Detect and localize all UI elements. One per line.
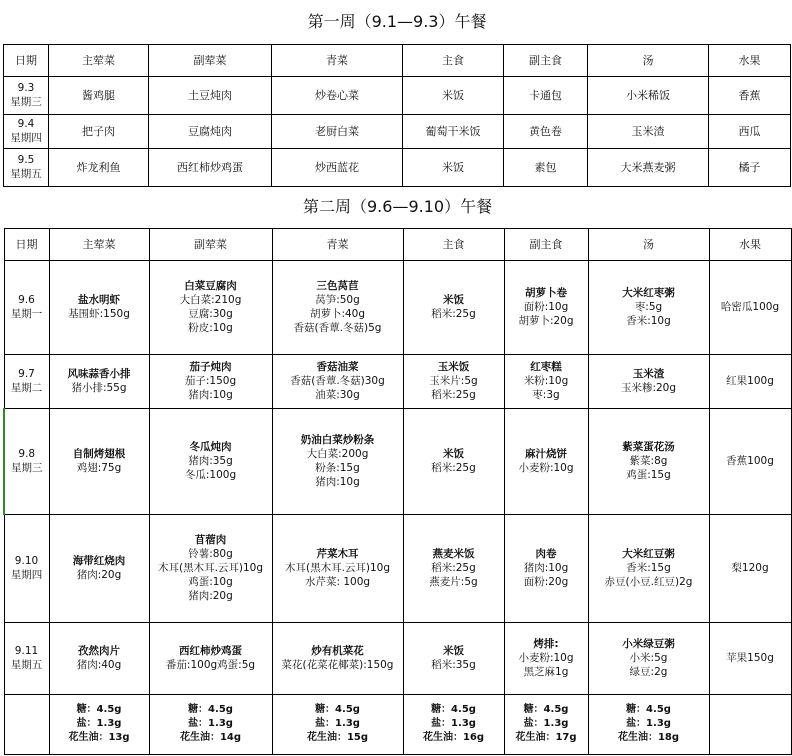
- menu-cell: 土豆炖肉: [149, 76, 272, 114]
- column-header: 副荤菜: [149, 228, 272, 260]
- totals-cell: [588, 694, 709, 754]
- ingredient-line: 香菇(香蕈.冬菇)30g: [290, 375, 385, 387]
- ingredient-line: 黑芝麻1g: [523, 666, 569, 678]
- ingredient-line: 莴笋:50g: [315, 294, 360, 306]
- ingredient-line: 猪肉:10g: [523, 562, 569, 574]
- ingredient-line: 小麦粉:10g: [518, 462, 574, 474]
- menu-cell: 炸龙利鱼: [49, 148, 149, 186]
- ingredient-line: 紫菜:8g: [629, 455, 668, 467]
- ingredient-line: 鸡蛋:15g: [626, 469, 671, 481]
- menu-cell: 西红柿炒鸡蛋: [149, 148, 272, 186]
- weekday: 星期三: [11, 462, 43, 474]
- table-row: [4, 148, 791, 186]
- menu-cell: 西瓜: [709, 114, 791, 148]
- column-header: 副主食: [504, 228, 588, 260]
- menu-cell: 把子肉: [49, 114, 149, 148]
- ingredient-line: 猪肉:20g: [188, 590, 233, 602]
- ingredient-line: 胡萝卜:20g: [518, 315, 574, 327]
- ingredient-line: 香米:15g: [626, 562, 671, 574]
- menu-cell: [49, 408, 149, 514]
- date-value: 9.11: [14, 645, 39, 657]
- totals-empty: [709, 694, 791, 754]
- column-header: 日期: [4, 228, 49, 260]
- totals-line: 盐：1.3g: [523, 718, 569, 729]
- totals-line: 盐：1.3g: [431, 718, 476, 729]
- ingredient-line: 玉米糁:20g: [620, 382, 677, 394]
- ingredient-line: 香蕉100g: [726, 455, 774, 467]
- dish-name: 三色莴苣: [316, 280, 359, 292]
- totals-line: 花生油：16g: [422, 732, 485, 743]
- ingredient-line: 面粉:20g: [523, 576, 569, 588]
- menu-cell: [709, 514, 791, 622]
- menu-cell: [403, 514, 504, 622]
- column-header: 主食: [403, 228, 504, 260]
- date-value: 9.3: [17, 82, 35, 94]
- dish-name: 烤排:: [533, 638, 559, 650]
- ingredient-line: 大白菜:210g: [179, 294, 242, 306]
- totals-line: 糖：4.5g: [188, 704, 233, 715]
- table-row: [4, 114, 791, 148]
- menu-cell: 豆腐炖肉: [149, 114, 272, 148]
- ingredient-line: 猪肉:10g: [315, 476, 360, 488]
- ingredient-line: 粉条:15g: [315, 462, 360, 474]
- ingredient-line: 猪肉:10g: [188, 389, 233, 401]
- totals-line: 盐：1.3g: [626, 718, 671, 729]
- menu-cell: [403, 354, 504, 408]
- ingredient-line: 鸡蛋:10g: [188, 576, 233, 588]
- menu-cell: [709, 260, 791, 354]
- ingredient-line: 米粉:10g: [523, 375, 569, 387]
- dish-name: 麻汁烧饼: [525, 448, 567, 460]
- totals-line: 糖：4.5g: [76, 704, 122, 715]
- week1-table: [3, 0, 791, 187]
- menu-cell: [272, 622, 403, 694]
- totals-cell: [149, 694, 272, 754]
- menu-cell: [272, 260, 403, 354]
- table-row: [4, 260, 791, 354]
- totals-line: 盐：1.3g: [76, 718, 122, 729]
- menu-cell: [272, 354, 403, 408]
- totals-line: 花生油：17g: [515, 732, 577, 743]
- totals-cell: [49, 694, 149, 754]
- dish-name: 大米红枣粥: [622, 287, 675, 299]
- ingredient-line: 菜花(花菜花椰菜):150g: [281, 659, 394, 671]
- menu-cell: [149, 408, 272, 514]
- menu-cell: 小米稀饭: [588, 76, 709, 114]
- weekday: 星期四: [10, 132, 42, 144]
- column-header: 青菜: [272, 44, 403, 76]
- menu-cell: [49, 622, 149, 694]
- menu-cell: 葡萄干米饭: [403, 114, 504, 148]
- menu-cell: 米饭: [403, 148, 504, 186]
- menu-cell: 炒卷心菜: [272, 76, 403, 114]
- date-value: 9.8: [18, 448, 36, 460]
- totals-cell: [272, 694, 403, 754]
- totals-row: [4, 694, 791, 754]
- ingredient-line: 香米:10g: [626, 315, 671, 327]
- ingredient-line: 稻米:25g: [431, 308, 476, 320]
- column-header: 副主食: [504, 44, 588, 76]
- menu-cell: [709, 354, 791, 408]
- menu-cell: [49, 354, 149, 408]
- dish-name: 芹菜木耳: [316, 548, 359, 560]
- date-cell: [4, 354, 49, 408]
- ingredient-line: 豆腐:30g: [188, 308, 233, 320]
- menu-cell: 橘子: [709, 148, 791, 186]
- dish-name: 自制烤翅根: [72, 448, 126, 460]
- dish-name: 紫菜蛋花汤: [622, 441, 675, 453]
- column-header: 副荤菜: [149, 44, 272, 76]
- ingredient-line: 木耳(黑木耳.云耳)10g: [284, 562, 391, 574]
- weekday: 星期一: [10, 308, 43, 320]
- column-header: 汤: [588, 44, 709, 76]
- dish-name: 香菇油菜: [316, 361, 359, 373]
- ingredient-line: 绿豆:2g: [629, 666, 668, 678]
- menu-cell: [709, 622, 791, 694]
- ingredient-line: 稻米:25g: [431, 389, 476, 401]
- dish-name: 肉卷: [535, 548, 557, 560]
- date-cell: [4, 148, 49, 186]
- date-value: 9.7: [18, 368, 35, 380]
- dish-name: 茄子炖肉: [189, 361, 232, 373]
- totals-empty: [4, 694, 49, 754]
- header-row: [4, 228, 791, 260]
- ingredient-line: 猪肉:35g: [188, 455, 233, 467]
- ingredient-line: 稻米:25g: [431, 562, 476, 574]
- weekday: 星期五: [10, 168, 42, 180]
- table-row: [4, 354, 791, 408]
- ingredient-line: 冬瓜:100g: [184, 469, 237, 481]
- totals-line: 糖：4.5g: [626, 704, 671, 715]
- week-title: 第二周（9.6—9.10）午餐: [4, 186, 791, 228]
- menu-cell: [149, 622, 272, 694]
- menu-cell: 黄色卷: [504, 114, 588, 148]
- ingredient-line: 小麦粉:10g: [518, 652, 574, 664]
- week-title: 第一周（9.1—9.3）午餐: [4, 0, 791, 44]
- totals-line: 盐：1.3g: [315, 718, 360, 729]
- column-header: 日期: [4, 44, 49, 76]
- dish-name: 西红柿炒鸡蛋: [179, 645, 242, 657]
- dish-name: 奶油白菜炒粉条: [300, 434, 375, 446]
- menu-cell: [403, 622, 504, 694]
- menu-cell: 卡通包: [504, 76, 588, 114]
- table-row: [4, 622, 791, 694]
- menu-cell: [588, 408, 709, 514]
- header-row: [4, 44, 791, 76]
- column-header: 水果: [709, 44, 791, 76]
- menu-cell: [403, 260, 504, 354]
- menu-cell: 大米燕麦粥: [588, 148, 709, 186]
- title-row: [4, 186, 791, 228]
- dish-name: 米饭: [443, 448, 464, 460]
- date-cell: [4, 260, 49, 354]
- ingredient-line: 燕麦片:5g: [429, 576, 478, 588]
- dish-name: 米饭: [443, 294, 464, 306]
- date-cell: [4, 76, 49, 114]
- menu-cell: [49, 260, 149, 354]
- ingredient-line: 小米:5g: [629, 652, 668, 664]
- week2-table: [3, 186, 792, 755]
- menu-cell: [149, 354, 272, 408]
- menu-cell: [504, 622, 588, 694]
- ingredient-line: 基围虾:150g: [68, 308, 130, 320]
- totals-line: 花生油：15g: [306, 732, 369, 743]
- totals-line: 盐：1.3g: [188, 718, 233, 729]
- date-value: 9.10: [14, 555, 39, 567]
- table-row: [4, 514, 791, 622]
- totals-cell: [403, 694, 504, 754]
- ingredient-line: 胡萝卜:40g: [309, 308, 366, 320]
- totals-line: 糖：4.5g: [431, 704, 476, 715]
- ingredient-line: 哈密瓜100g: [720, 301, 780, 313]
- ingredient-line: 香菇(香蕈.冬菇)5g: [293, 322, 382, 334]
- title-row: [4, 0, 791, 44]
- dish-name: 玉米饭: [437, 361, 470, 373]
- ingredient-line: 苹果150g: [726, 652, 774, 664]
- menu-cell: [49, 514, 149, 622]
- totals-line: 花生油：13g: [68, 732, 130, 743]
- dish-name: 玉米渣: [632, 368, 665, 380]
- ingredient-line: 稻米:35g: [431, 659, 476, 671]
- ingredient-line: 猪肉:20g: [76, 569, 122, 581]
- menu-cell: [504, 408, 588, 514]
- dish-name: 冬瓜炖肉: [189, 441, 232, 453]
- column-header: 主荤菜: [49, 228, 149, 260]
- weekday: 星期二: [10, 382, 43, 394]
- column-header: 青菜: [272, 228, 403, 260]
- date-cell: [4, 514, 49, 622]
- dish-name: 红枣糕: [530, 361, 562, 373]
- table-row: [4, 76, 791, 114]
- column-header: 汤: [588, 228, 709, 260]
- date-cell: [4, 408, 49, 514]
- menu-cell: [504, 260, 588, 354]
- dish-name: 胡萝卜卷: [525, 287, 567, 299]
- menu-cell: [588, 514, 709, 622]
- dish-name: 大米红豆粥: [622, 548, 675, 560]
- dish-name: 燕麦米饭: [432, 548, 475, 560]
- menu-cell: [588, 354, 709, 408]
- date-value: 9.5: [17, 154, 35, 166]
- menu-cell: [149, 514, 272, 622]
- table-row: [4, 408, 791, 514]
- ingredient-line: 赤豆(小豆.红豆)2g: [604, 576, 693, 588]
- weekday: 星期四: [10, 569, 43, 581]
- ingredient-line: 水芹菜: 100g: [304, 576, 371, 588]
- dish-name: 风味蒜香小排: [67, 368, 131, 380]
- menu-cell: [709, 408, 791, 514]
- ingredient-line: 铃薯:80g: [188, 548, 233, 560]
- ingredient-line: 玉米片:5g: [429, 375, 478, 387]
- dish-name: 炒有机菜花: [311, 645, 364, 657]
- date-value: 9.4: [17, 118, 35, 130]
- ingredient-line: 猪肉:40g: [76, 659, 122, 671]
- menu-cell: [504, 354, 588, 408]
- menu-cell: 玉米渣: [588, 114, 709, 148]
- menu-cell: 老厨白菜: [272, 114, 403, 148]
- menu-cell: [588, 260, 709, 354]
- totals-line: 糖：4.5g: [315, 704, 360, 715]
- column-header: 主食: [403, 44, 504, 76]
- menu-cell: [588, 622, 709, 694]
- column-header: 主荤菜: [49, 44, 149, 76]
- ingredient-line: 粉皮:10g: [188, 322, 233, 334]
- menu-cell: [403, 408, 504, 514]
- ingredient-line: 枣:5g: [634, 301, 663, 313]
- date-cell: [4, 114, 49, 148]
- ingredient-line: 木耳(黑木耳.云耳)10g: [157, 562, 264, 574]
- totals-line: 糖：4.5g: [523, 704, 569, 715]
- menu-cell: [272, 514, 403, 622]
- menu-cell: 香蕉: [709, 76, 791, 114]
- menu-cell: 炒西蓝花: [272, 148, 403, 186]
- ingredient-line: 鸡翅:75g: [76, 462, 122, 474]
- dish-name: 苜蓿肉: [194, 534, 227, 546]
- menu-cell: 酱鸡腿: [49, 76, 149, 114]
- ingredient-line: 稻米:25g: [431, 462, 476, 474]
- menu-cell: 素包: [504, 148, 588, 186]
- weekday: 星期三: [10, 96, 42, 108]
- ingredient-line: 枣:3g: [532, 389, 560, 401]
- menu-cell: 米饭: [403, 76, 504, 114]
- ingredient-line: 猪小排:55g: [71, 382, 127, 394]
- totals-line: 花生油：14g: [179, 732, 242, 743]
- dish-name: 小米绿豆粥: [622, 638, 675, 650]
- date-cell: [4, 622, 49, 694]
- dish-name: 米饭: [443, 645, 464, 657]
- date-value: 9.6: [18, 294, 35, 306]
- dish-name: 盐水明虾: [78, 294, 120, 306]
- dish-name: 海带红烧肉: [72, 555, 126, 567]
- totals-line: 花生油：18g: [617, 732, 680, 743]
- ingredient-line: 面粉:10g: [523, 301, 569, 313]
- ingredient-line: 红果100g: [726, 375, 774, 387]
- ingredient-line: 茄子:150g: [184, 375, 237, 387]
- weekday: 星期五: [10, 659, 43, 671]
- ingredient-line: 番茄:100g鸡蛋:5g: [165, 659, 256, 671]
- dish-name: 孜然肉片: [78, 645, 120, 657]
- column-header: 水果: [709, 228, 791, 260]
- menu-cell: [272, 408, 403, 514]
- dish-name: 白菜豆腐肉: [184, 280, 237, 292]
- ingredient-line: 梨120g: [731, 562, 769, 574]
- menu-cell: [504, 514, 588, 622]
- menu-cell: [149, 260, 272, 354]
- totals-cell: [504, 694, 588, 754]
- ingredient-line: 大白菜:200g: [306, 448, 369, 460]
- ingredient-line: 油菜:30g: [315, 389, 360, 401]
